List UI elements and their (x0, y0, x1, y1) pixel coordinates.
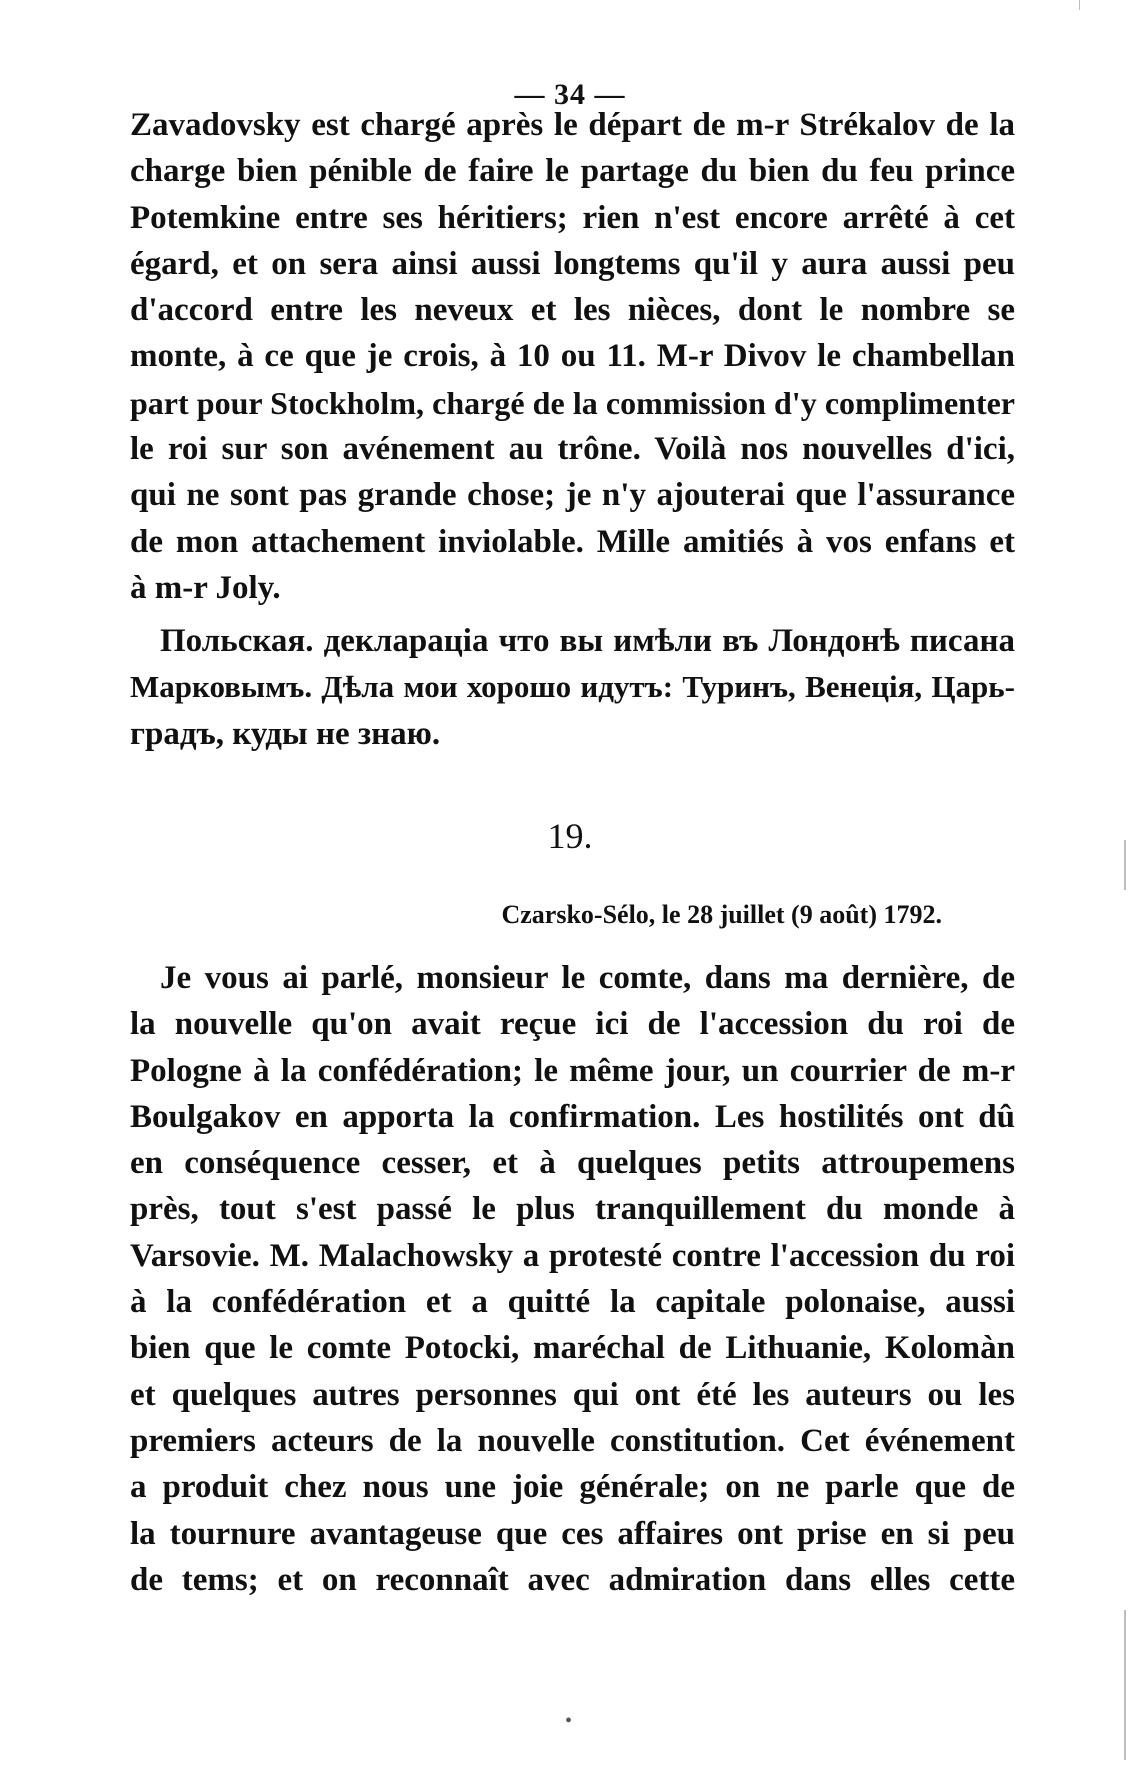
scan-edge-mark (1079, 0, 1080, 10)
text-line: Boulgakov en apporta la confirmation. Les hostilités ont dû (130, 1098, 1015, 1135)
paragraph-letter (130, 955, 1015, 1603)
text-line: le roi sur son avénement au trône. Voilà nos nouvelles d'ici, (130, 431, 1015, 468)
text-line: bien que le comte Potocki, maréchal de Lithuanie, Kolomàn (130, 1330, 1015, 1367)
text-line: Varsovie. M. Malachowsky a protesté contre l'accession du roi (130, 1237, 1015, 1274)
text-line: près, tout s'est passé le plus tranquillement du monde à (130, 1191, 1015, 1228)
text-line: de tems; et on reconnaît avec admiration dans elles cette (130, 1561, 1015, 1598)
text-line: à la confédération et a quitté la capitale polonaise, aussi (130, 1284, 1015, 1321)
paragraph-cyrillic (130, 618, 1015, 757)
letter-number: 19. (547, 816, 593, 856)
text-line: monte, à ce que je crois, à 10 ou 11. M-r Divov le chambellan (130, 338, 1015, 375)
text-line: charge bien pénible de faire le partage du bien du feu prince (130, 153, 1015, 190)
text-line: Zavadovsky est chargé après le départ de m-r Strékalov de la (130, 107, 1015, 143)
text-line: en conséquence cesser, et à quelques petits attroupemens (130, 1145, 1015, 1182)
text-line: de mon attachement inviolable. Mille amitiés à vos enfans et (130, 523, 1015, 560)
text-line: Je vous ai parlé, monsieur le comte, dans ma dernière, de (160, 960, 1015, 996)
text-line: Польская. деклараціа что вы имѣли въ Лондонѣ писана (160, 623, 1015, 659)
letter-dateline: Czarsko-Sélo, le 28 juillet (9 août) 1792. (501, 900, 942, 929)
text-line: la tournure avantageuse que ces affaires ont prise en si peu (130, 1515, 1015, 1552)
text-line: à m-r Joly. (130, 569, 281, 606)
page-number: — 34 — (514, 78, 626, 111)
text-line: Potemkine entre ses héritiers; rien n'est encore arrêté à cet (130, 199, 1015, 236)
scan-speck: • (565, 1710, 573, 1732)
text-line: premiers acteurs de la nouvelle constitution. Cet événement (130, 1422, 1015, 1459)
text-line: part pour Stockholm, chargé de la commission d'y complimenter (130, 384, 1015, 421)
paragraph-top (130, 102, 1015, 611)
scan-edge-mark (1124, 1610, 1126, 1760)
text-line: градъ, куды не знаю. (130, 715, 441, 752)
text-line: qui ne sont pas grande chose; je n'y ajouterai que l'assurance (130, 477, 1015, 514)
text-line: la nouvelle qu'on avait reçue ici de l'accession du roi de (130, 1006, 1015, 1043)
text-line: Марковымъ. Дѣла мои хорошо идутъ: Туринъ, Венеція, Царь- (130, 669, 1015, 705)
text-line: Pologne à la confédération; le même jour, un courrier de m-r (130, 1052, 1015, 1089)
text-line: d'accord entre les neveux et les nièces, dont le nombre se (130, 292, 1015, 329)
text-line: et quelques autres personnes qui ont été les auteurs ou les (130, 1376, 1015, 1413)
text-line: a produit chez nous une joie générale; on ne parle que de (130, 1469, 1015, 1506)
text-line: égard, et on sera ainsi aussi longtems qu'il y aura aussi peu (130, 245, 1015, 282)
scan-edge-mark (1124, 840, 1126, 890)
